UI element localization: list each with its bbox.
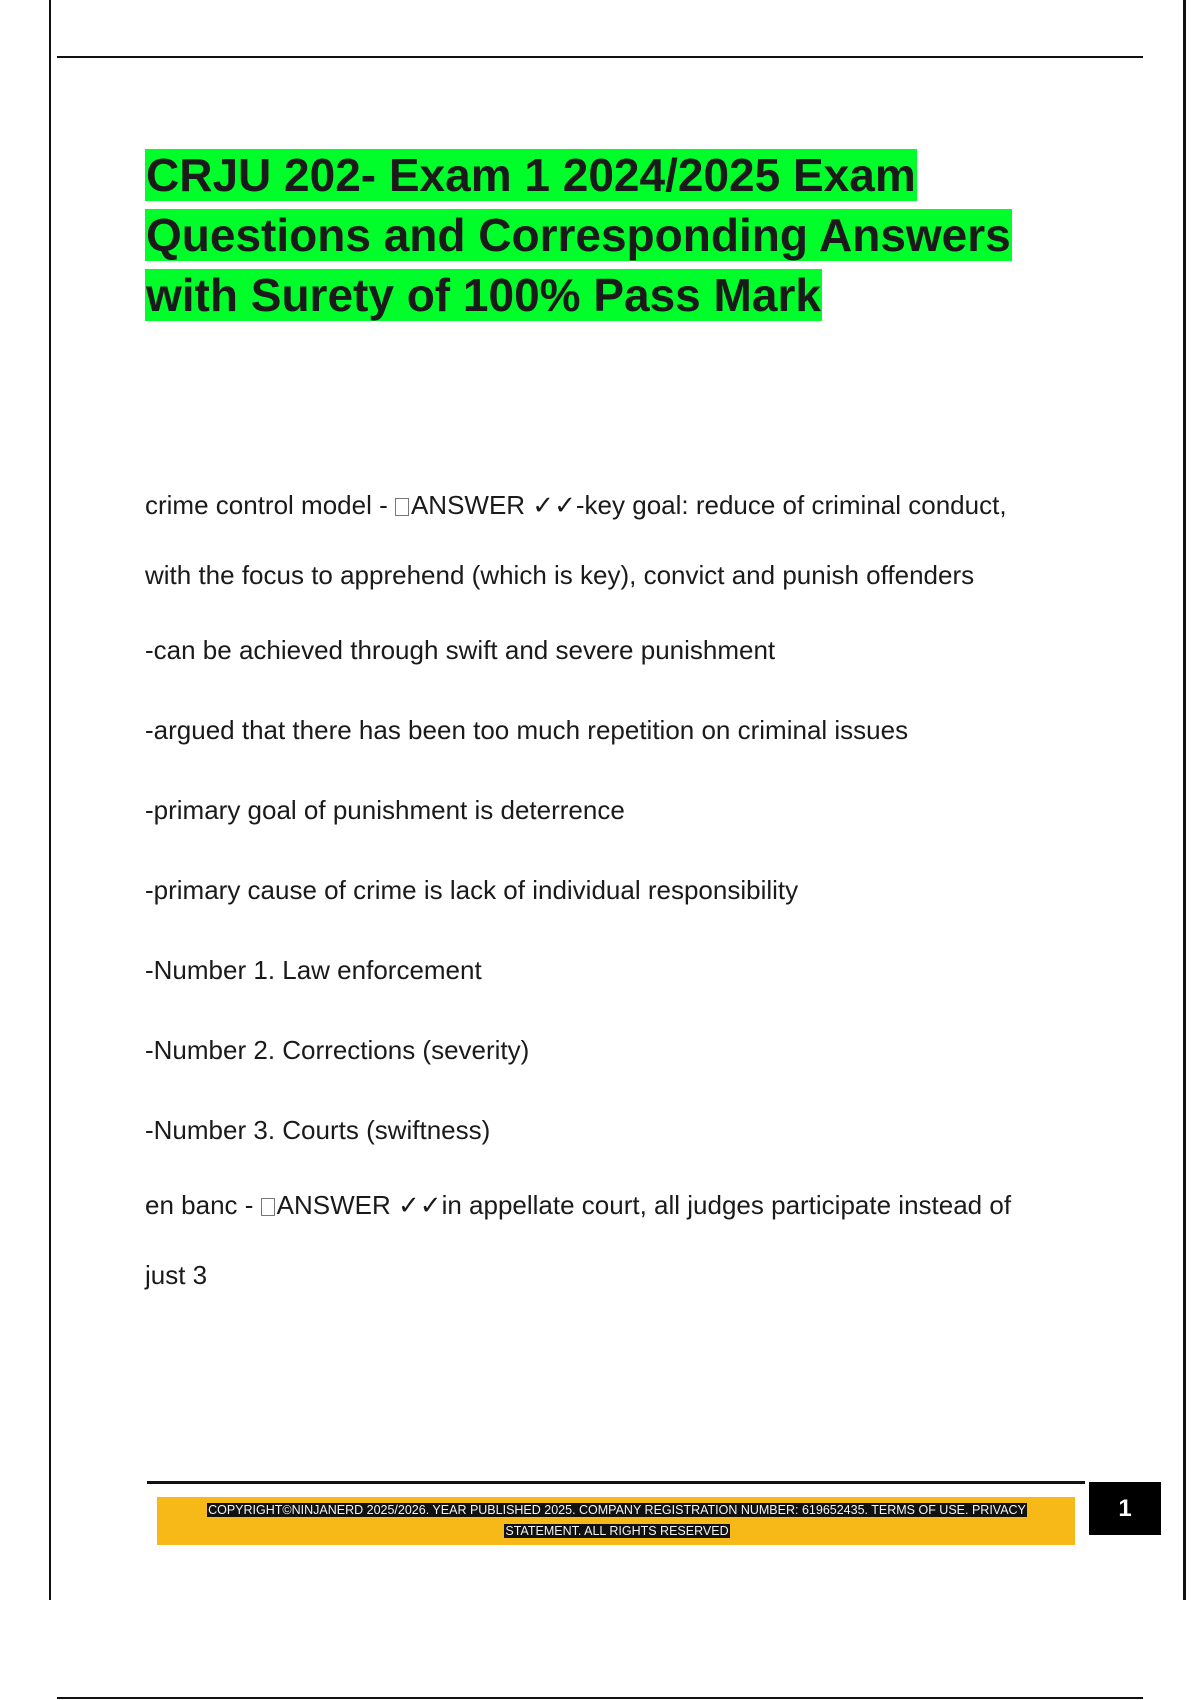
answer-line-2: just 3 [145,1260,208,1290]
bottom-rule [57,1697,1143,1699]
answer-point: -can be achieved through swift and severe punishment [145,635,776,665]
header-rule [57,56,1143,58]
answer-point: -Number 2. Corrections (severity) [145,1035,530,1065]
title-line-1: CRJU 202- Exam 1 2024/2025 Exam [146,149,916,201]
title-line-3: with Surety of 100% Pass Mark [146,269,821,321]
answer-point: -argued that there has been too much repetition on criminal issues [145,715,909,745]
answer-point: -primary cause of crime is lack of individual responsibility [145,875,799,905]
answer-point: -primary goal of punishment is deterrence [145,795,625,825]
page-border-left [49,0,51,1600]
term-label: en banc - [145,1190,261,1220]
footer-copyright-band [157,1497,1075,1545]
footer-rule [147,1481,1085,1484]
answer-line-1: in appellate court, all judges participate instead of [441,1190,1012,1220]
answer-label: ANSWER ✓✓ [276,1190,442,1220]
placeholder-box-icon [395,498,409,516]
copyright-line-2: STATEMENT. ALL RIGHTS RESERVED [505,1524,729,1538]
entry-crime-control-model [145,470,1105,610]
answer-line-2: with the focus to apprehend (which is key), convict and punish offenders [145,560,975,590]
page-number: 1 [1089,1482,1161,1535]
qa-content [145,470,1105,1310]
placeholder-box-icon [261,1198,275,1216]
document-title [145,145,1145,325]
answer-label: ANSWER ✓✓ [410,490,576,520]
page-border-right [1183,0,1186,1600]
answer-point: -Number 1. Law enforcement [145,955,482,985]
term-label: crime control model - [145,490,395,520]
answer-point: -Number 3. Courts (swiftness) [145,1115,491,1145]
answer-line-1: -key goal: reduce of criminal conduct, [575,490,1007,520]
title-line-2: Questions and Corresponding Answers [146,209,1011,261]
copyright-line-1: COPYRIGHT©NINJANERD 2025/2026. YEAR PUBLISHED 2025. COMPANY REGISTRATION NUMBER: 619652435. TERMS OF USE. PRIVACY [208,1503,1026,1517]
entry-en-banc [145,1170,1105,1310]
